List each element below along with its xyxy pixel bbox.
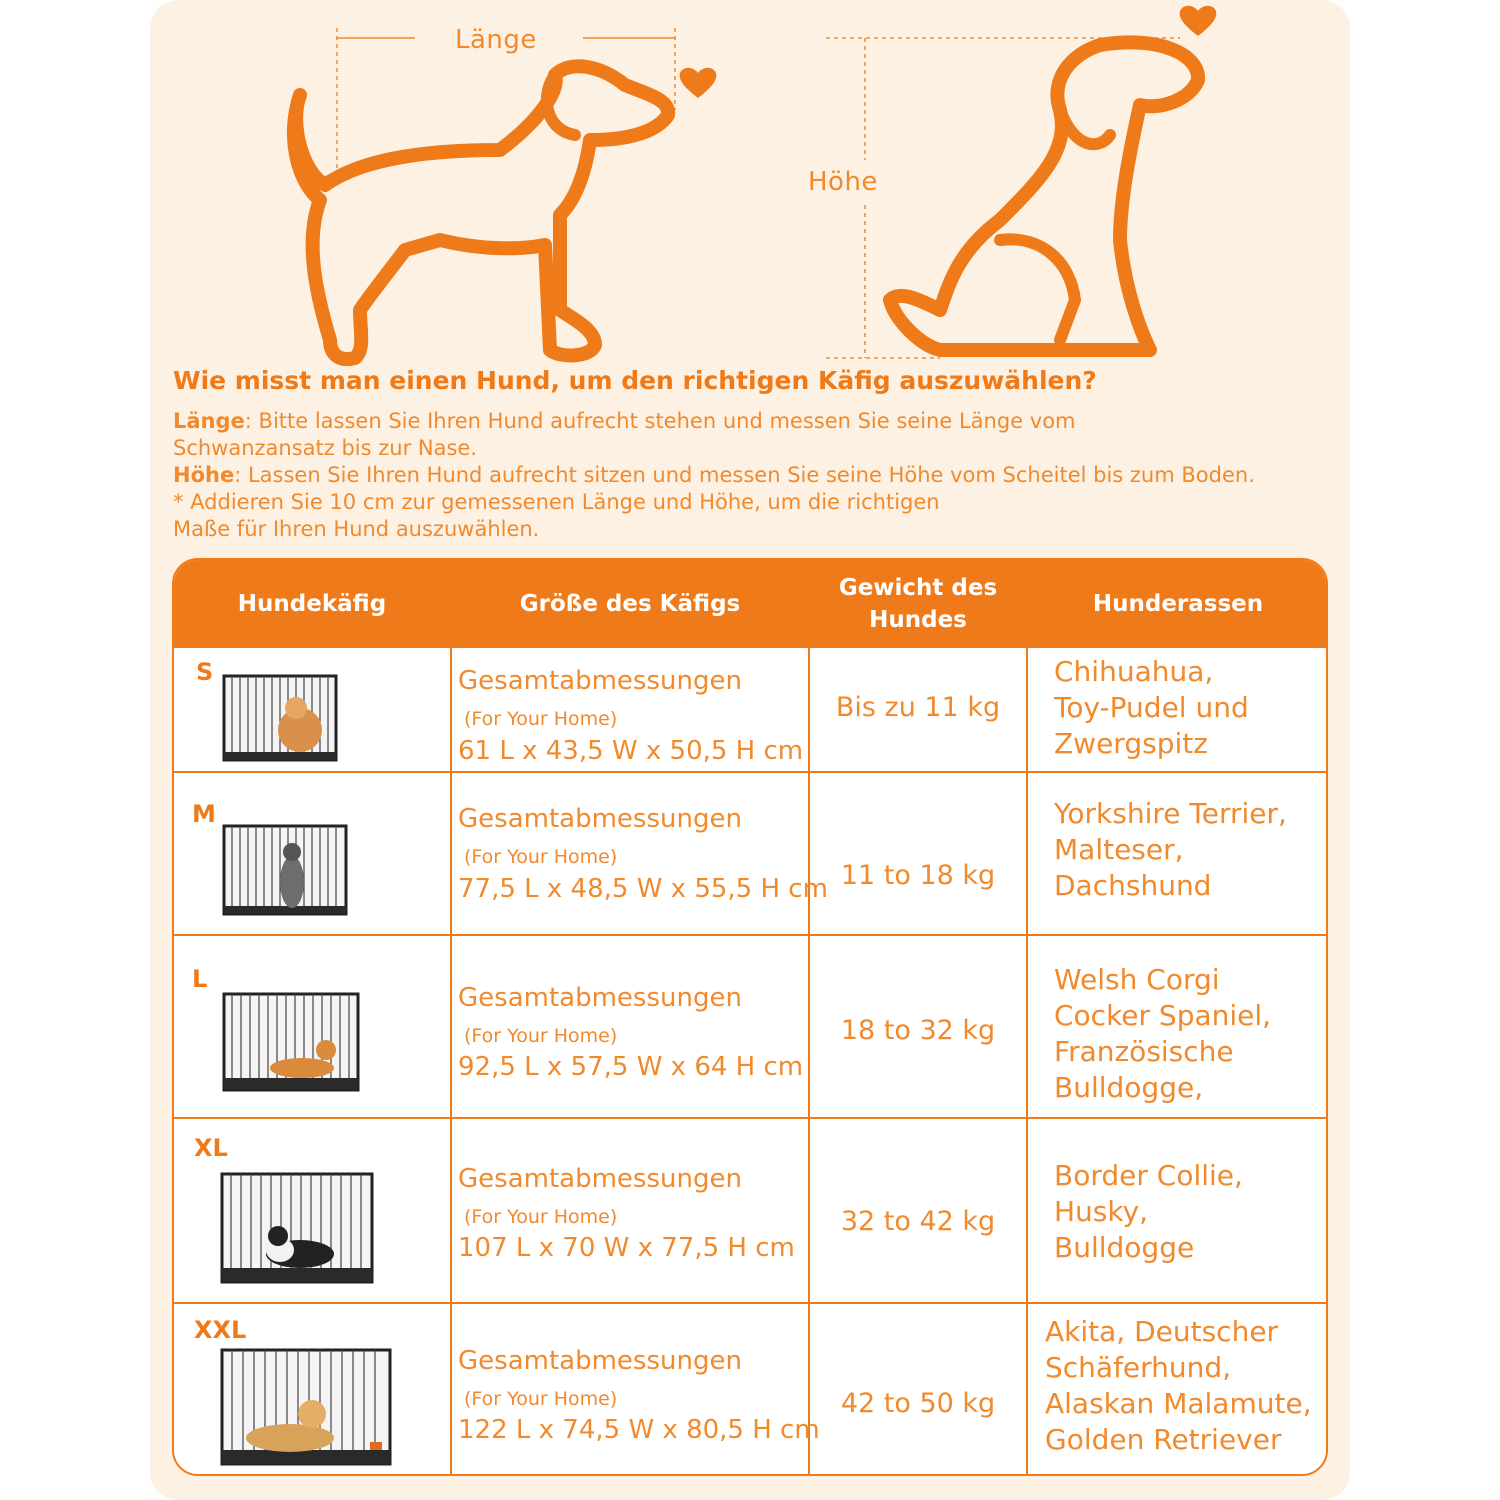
heart-icon [1180, 6, 1217, 36]
dim-sub: (For Your Home) [464, 1206, 618, 1228]
header-weight-line1: Gewicht des [838, 575, 998, 601]
note-line-2: Maße für Ihren Hund auszuwählen. [173, 517, 540, 541]
length-description [173, 408, 1076, 435]
sitting-dog-outline [890, 42, 1198, 350]
standing-dog-outline [294, 66, 668, 359]
dim-sub: (For Your Home) [464, 1388, 618, 1410]
length-label: Länge [455, 25, 537, 55]
breed-item: Alaskan Malamute, [1045, 1387, 1312, 1420]
weight-value: 11 to 18 kg [840, 860, 996, 891]
breed-item: Toy-Pudel und [1054, 691, 1249, 724]
dim-value: 61 L x 43,5 W x 50,5 H cm [458, 736, 804, 766]
header-breeds: Hunderassen [1092, 591, 1264, 617]
header-weight-line2: Hundes [869, 607, 967, 633]
breed-item: Zwergspitz [1054, 727, 1208, 760]
size-label: S [196, 658, 214, 686]
weight-value: 42 to 50 kg [840, 1388, 996, 1419]
breed-list [1054, 1158, 1243, 1266]
breed-item: Dachshund [1054, 869, 1212, 902]
breed-item: Husky, [1054, 1195, 1149, 1228]
size-label: XL [194, 1134, 228, 1162]
header-weight [810, 560, 1026, 648]
breed-list [1054, 962, 1271, 1106]
size-label: XXL [194, 1316, 247, 1344]
dim-title: Gesamtabmessungen [458, 1164, 742, 1194]
size-label: L [192, 965, 208, 993]
dog-crate-icon [220, 1170, 376, 1288]
breed-item: Französische [1054, 1035, 1234, 1068]
note-line-1: * Addieren Sie 10 cm zur gemessenen Länge und Höhe, um die richtigen [173, 490, 940, 514]
breed-list [1045, 1314, 1312, 1458]
weight-value: 32 to 42 kg [840, 1206, 996, 1237]
dog-crate-icon [222, 672, 340, 764]
dim-value: 92,5 L x 57,5 W x 64 H cm [458, 1052, 804, 1082]
header-crate: Hundekäfig [237, 591, 387, 617]
breed-item: Border Collie, [1054, 1159, 1243, 1192]
breed-list [1054, 796, 1287, 904]
height-label: Höhe [808, 167, 878, 197]
height-text: : Lassen Sie Ihren Hund aufrecht sitzen und messen Sie seine Höhe vom Scheitel bis zum Boden. [234, 463, 1255, 487]
dog-crate-icon [222, 822, 350, 920]
breed-item: Schäferhund, [1045, 1351, 1232, 1384]
weight-value: 18 to 32 kg [840, 1015, 996, 1046]
heart-icon [680, 68, 717, 98]
dim-sub: (For Your Home) [464, 1025, 618, 1047]
length-term: Länge [173, 409, 245, 433]
breed-item: Bulldogge, [1054, 1071, 1204, 1104]
dim-sub: (For Your Home) [464, 846, 618, 868]
breed-item: Welsh Corgi [1054, 963, 1220, 996]
table-header [174, 560, 1326, 648]
weight-value: Bis zu 11 kg [835, 692, 1001, 723]
dim-title: Gesamtabmessungen [458, 1346, 742, 1376]
breed-item: Malteser, [1054, 833, 1184, 866]
dim-title: Gesamtabmessungen [458, 804, 742, 834]
dim-value: 122 L x 74,5 W x 80,5 H cm [458, 1415, 820, 1445]
breed-item: Golden Retriever [1045, 1423, 1282, 1456]
length-description-cont: Schwanzansatz bis zur Nase. [173, 436, 478, 460]
length-text-1: : Bitte lassen Sie Ihren Hund aufrecht stehen und messen Sie seine Länge vom [244, 409, 1076, 433]
dim-sub: (For Your Home) [464, 708, 618, 730]
dim-title: Gesamtabmessungen [458, 983, 742, 1013]
dim-value: 107 L x 70 W x 77,5 H cm [458, 1233, 795, 1263]
breed-item: Yorkshire Terrier, [1054, 797, 1287, 830]
size-table [172, 558, 1328, 1476]
height-description [173, 462, 1255, 489]
dog-crate-icon [220, 1346, 394, 1470]
dim-title: Gesamtabmessungen [458, 666, 742, 696]
dog-measurement-illustration [0, 0, 1500, 370]
breed-item: Akita, Deutscher [1045, 1315, 1279, 1348]
guide-heading: Wie misst man einen Hund, um den richtigen Käfig auszuwählen? [173, 366, 1097, 395]
breed-item: Bulldogge [1054, 1231, 1195, 1264]
breed-item: Cocker Spaniel, [1054, 999, 1272, 1032]
size-label: M [192, 800, 216, 828]
height-term: Höhe [173, 463, 235, 487]
dim-value: 77,5 L x 48,5 W x 55,5 H cm [458, 874, 828, 904]
breed-list [1054, 654, 1249, 762]
dog-crate-icon [222, 990, 362, 1096]
breed-item: Chihuahua, [1054, 655, 1214, 688]
header-size: Größe des Käfigs [519, 591, 741, 617]
